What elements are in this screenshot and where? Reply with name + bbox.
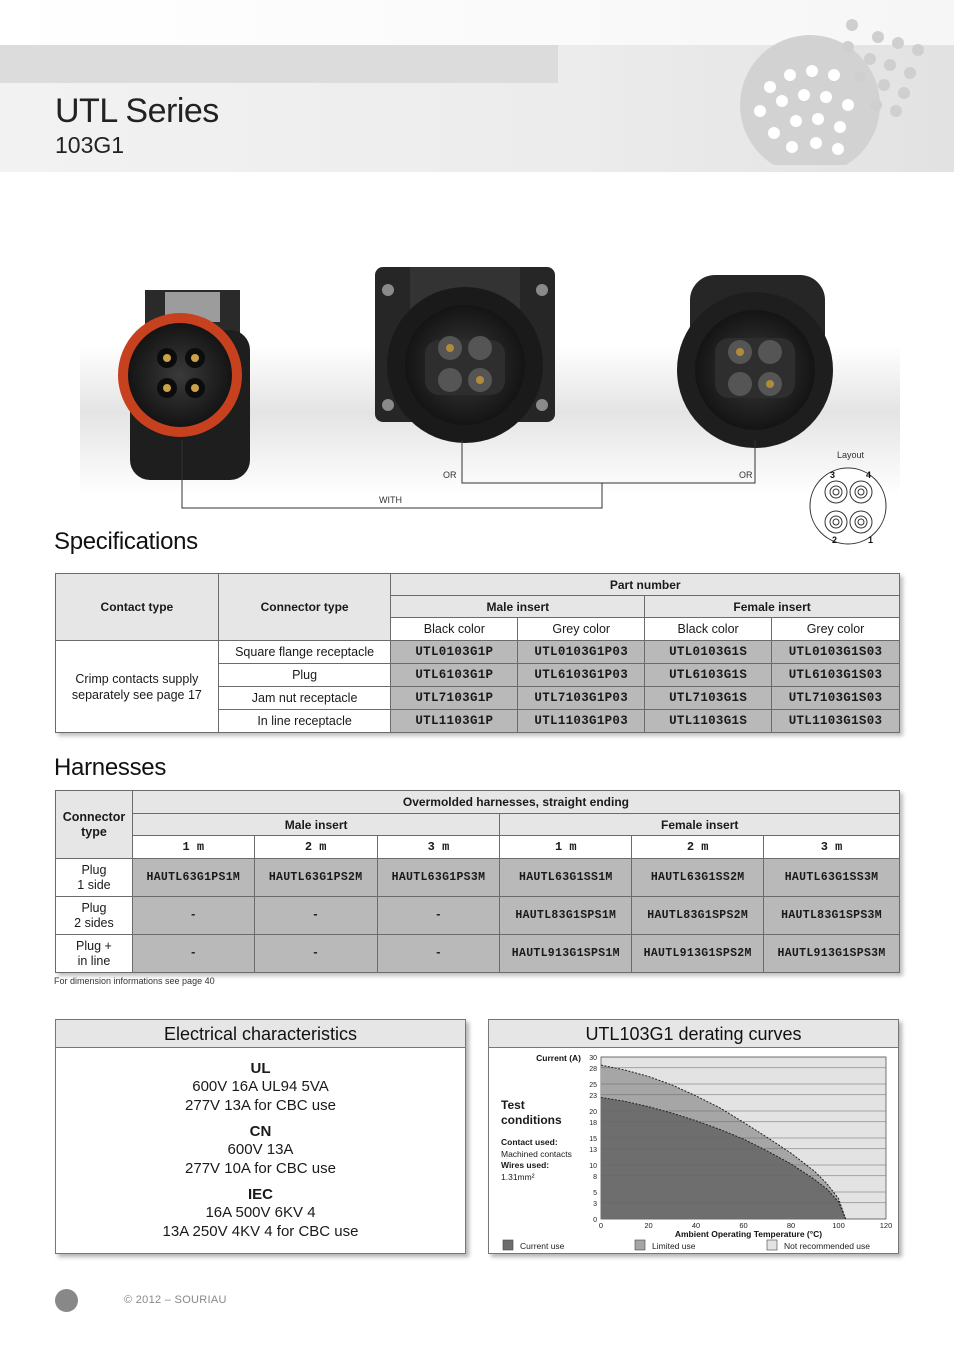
ul-line: 277V 13A for CBC use (185, 1097, 336, 1114)
harnesses-table (55, 790, 900, 973)
y-tick-label: 20 (589, 1109, 597, 1116)
part-number-cell: UTL0103G1P03 (518, 641, 645, 664)
legend-swatch (635, 1240, 645, 1250)
harness-part-cell: HAUTL83G1SPS1M (500, 897, 632, 935)
pin-2-label: 2 (832, 535, 838, 545)
pin-1-label: 1 (868, 535, 874, 545)
y-tick-label: 8 (593, 1173, 597, 1181)
col-grey-color: Grey color (772, 618, 900, 641)
col-length: 1 m (500, 836, 632, 859)
decorative-dots-graphic (730, 15, 945, 165)
legend-label: Limited use (652, 1241, 696, 1251)
col-connector-type: Connector type (218, 574, 391, 641)
y-tick-label: 5 (593, 1190, 597, 1197)
harness-part-cell: HAUTL63G1SS2M (632, 859, 764, 897)
x-axis-label: Ambient Operating Temperature (°C) (674, 1229, 823, 1239)
y-tick-label: 10 (589, 1163, 597, 1170)
derating-curves-box (488, 1019, 899, 1254)
harness-part-cell: HAUTL63G1PS2M (254, 859, 377, 897)
plug-image (118, 290, 250, 480)
col-length: 3 m (764, 836, 900, 859)
col-length: 3 m (377, 836, 500, 859)
legend-swatch (503, 1240, 513, 1250)
or-label-2: OR (739, 470, 753, 480)
part-number-cell: UTL7103G1S (645, 687, 772, 710)
harness-part-cell: - (254, 897, 377, 935)
x-tick-label: 40 (691, 1221, 701, 1230)
harness-part-cell: - (132, 897, 254, 935)
col-male-insert: Male insert (132, 814, 499, 836)
iec-line: 16A 500V 6KV 4 (205, 1204, 316, 1221)
harness-part-cell: HAUTL63G1SS1M (500, 859, 632, 897)
harness-part-cell: - (254, 935, 377, 973)
layout-label: Layout (837, 450, 865, 460)
specifications-table (55, 573, 900, 733)
connector-type-cell: Jam nut receptacle (218, 687, 391, 710)
col-black-color: Black color (645, 618, 772, 641)
part-number-cell: UTL0103G1S (645, 641, 772, 664)
part-number-cell: UTL6103G1S (645, 664, 772, 687)
col-black-color: Black color (391, 618, 518, 641)
harness-part-cell: - (377, 897, 500, 935)
ul-heading: UL (250, 1060, 271, 1077)
legend-label: Current use (520, 1241, 565, 1251)
y-tick-label: 0 (593, 1217, 597, 1224)
part-number-cell: UTL6103G1P (391, 664, 518, 687)
ul-line: 600V 16A UL94 5VA (192, 1078, 329, 1095)
y-tick-label: 15 (589, 1136, 597, 1143)
pin-3-label: 3 (830, 470, 836, 480)
square-flange-receptacle-image (375, 267, 555, 443)
page-title: UTL Series (55, 92, 219, 130)
col-length: 2 m (254, 836, 377, 859)
harnesses-heading: Harnesses (54, 754, 167, 781)
specifications-heading: Specifications (54, 528, 198, 555)
harness-part-cell: HAUTL913G1SPS2M (632, 935, 764, 973)
col-contact-type: Contact type (56, 574, 219, 641)
harness-part-cell: - (132, 935, 254, 973)
harness-part-cell: HAUTL83G1SPS3M (764, 897, 900, 935)
derating-chart (489, 1049, 898, 1253)
harness-part-cell: HAUTL913G1SPS1M (500, 935, 632, 973)
with-label: WITH (379, 495, 402, 505)
contact-used-value: Machined contacts (501, 1149, 572, 1159)
col-length: 2 m (632, 836, 764, 859)
col-female-insert: Female insert (645, 596, 900, 618)
iec-heading: IEC (247, 1186, 273, 1203)
contact-note: Crimp contacts supply separately see page 17 (56, 641, 219, 733)
electrical-title: Electrical characteristics (56, 1020, 465, 1048)
harness-part-cell: HAUTL913G1SPS3M (764, 935, 900, 973)
harness-type-cell: Plug 2 sides (56, 897, 133, 935)
y-tick-label: 28 (589, 1065, 597, 1073)
y-tick-label: 23 (589, 1092, 597, 1100)
y-tick-label: 3 (593, 1200, 597, 1208)
harness-part-cell: HAUTL83G1SPS2M (632, 897, 764, 935)
part-number-cell: UTL1103G1P (391, 710, 518, 733)
x-tick-label: 80 (786, 1221, 796, 1230)
x-tick-label: 100 (832, 1221, 845, 1230)
page-subtitle: 103G1 (55, 132, 125, 158)
part-number-cell: UTL7103G1P03 (518, 687, 645, 710)
pin-4-label: 4 (866, 470, 872, 480)
header-strip (0, 45, 558, 83)
col-length: 1 m (132, 836, 254, 859)
part-number-cell: UTL7103G1S03 (772, 687, 900, 710)
copyright: © 2012 – SOURIAU (124, 1294, 227, 1306)
connector-type-cell: In line receptacle (218, 710, 391, 733)
wires-used-label: Wires used: (501, 1160, 550, 1170)
dimension-footnote: For dimension informations see page 40 (54, 976, 215, 986)
col-grey-color: Grey color (518, 618, 645, 641)
electrical-characteristics-box (55, 1019, 466, 1254)
y-tick-label: 13 (589, 1146, 597, 1154)
col-part-number: Part number (391, 574, 900, 596)
col-overmolded: Overmolded harnesses, straight ending (132, 791, 899, 814)
col-female-insert: Female insert (500, 814, 900, 836)
col-male-insert: Male insert (391, 596, 645, 618)
y-axis-label: Current (A) (536, 1053, 581, 1063)
legend-label: Not recommended use (784, 1241, 870, 1251)
harness-type-cell: Plug + in line (56, 935, 133, 973)
derating-title: UTL103G1 derating curves (489, 1020, 898, 1048)
legend-swatch (767, 1240, 777, 1250)
y-tick-label: 18 (589, 1119, 597, 1127)
x-tick-label: 60 (739, 1221, 748, 1230)
part-number-cell: UTL0103G1S03 (772, 641, 900, 664)
cn-line: 277V 10A for CBC use (185, 1160, 336, 1177)
page-number-circle (55, 1289, 78, 1312)
part-number-cell: UTL6103G1S03 (772, 664, 900, 687)
harness-part-cell: - (377, 935, 500, 973)
part-number-cell: UTL0103G1P (391, 641, 518, 664)
harness-type-cell: Plug 1 side (56, 859, 133, 897)
part-number-cell: UTL7103G1P (391, 687, 518, 710)
harness-part-cell: HAUTL63G1PS1M (132, 859, 254, 897)
y-tick-label: 25 (589, 1082, 597, 1089)
contact-used-label: Contact used: (501, 1137, 558, 1147)
x-tick-label: 20 (644, 1221, 653, 1230)
wires-used-value: 1.31mm² (501, 1172, 535, 1182)
connector-type-cell: Plug (218, 664, 391, 687)
in-line-receptacle-image (677, 275, 833, 448)
harness-part-cell: HAUTL63G1PS3M (377, 859, 500, 897)
y-tick-label: 30 (589, 1055, 597, 1062)
part-number-cell: UTL1103G1S03 (772, 710, 900, 733)
harness-part-cell: HAUTL63G1SS3M (764, 859, 900, 897)
part-number-cell: UTL1103G1P03 (518, 710, 645, 733)
col-connector-type: Connector type (56, 791, 133, 859)
or-label-1: OR (443, 470, 457, 480)
part-number-cell: UTL1103G1S (645, 710, 772, 733)
x-tick-label: 120 (879, 1221, 893, 1230)
test-conditions-title: Test conditions (501, 1098, 562, 1127)
cn-line: 600V 13A (227, 1141, 294, 1158)
iec-line: 13A 250V 4KV 4 for CBC use (162, 1223, 359, 1240)
part-number-cell: UTL6103G1P03 (518, 664, 645, 687)
connector-type-cell: Square flange receptacle (218, 641, 391, 664)
product-photo (80, 230, 900, 550)
x-tick-label: 0 (598, 1221, 604, 1230)
cn-heading: CN (249, 1123, 272, 1140)
pin-layout-diagram (808, 462, 888, 550)
